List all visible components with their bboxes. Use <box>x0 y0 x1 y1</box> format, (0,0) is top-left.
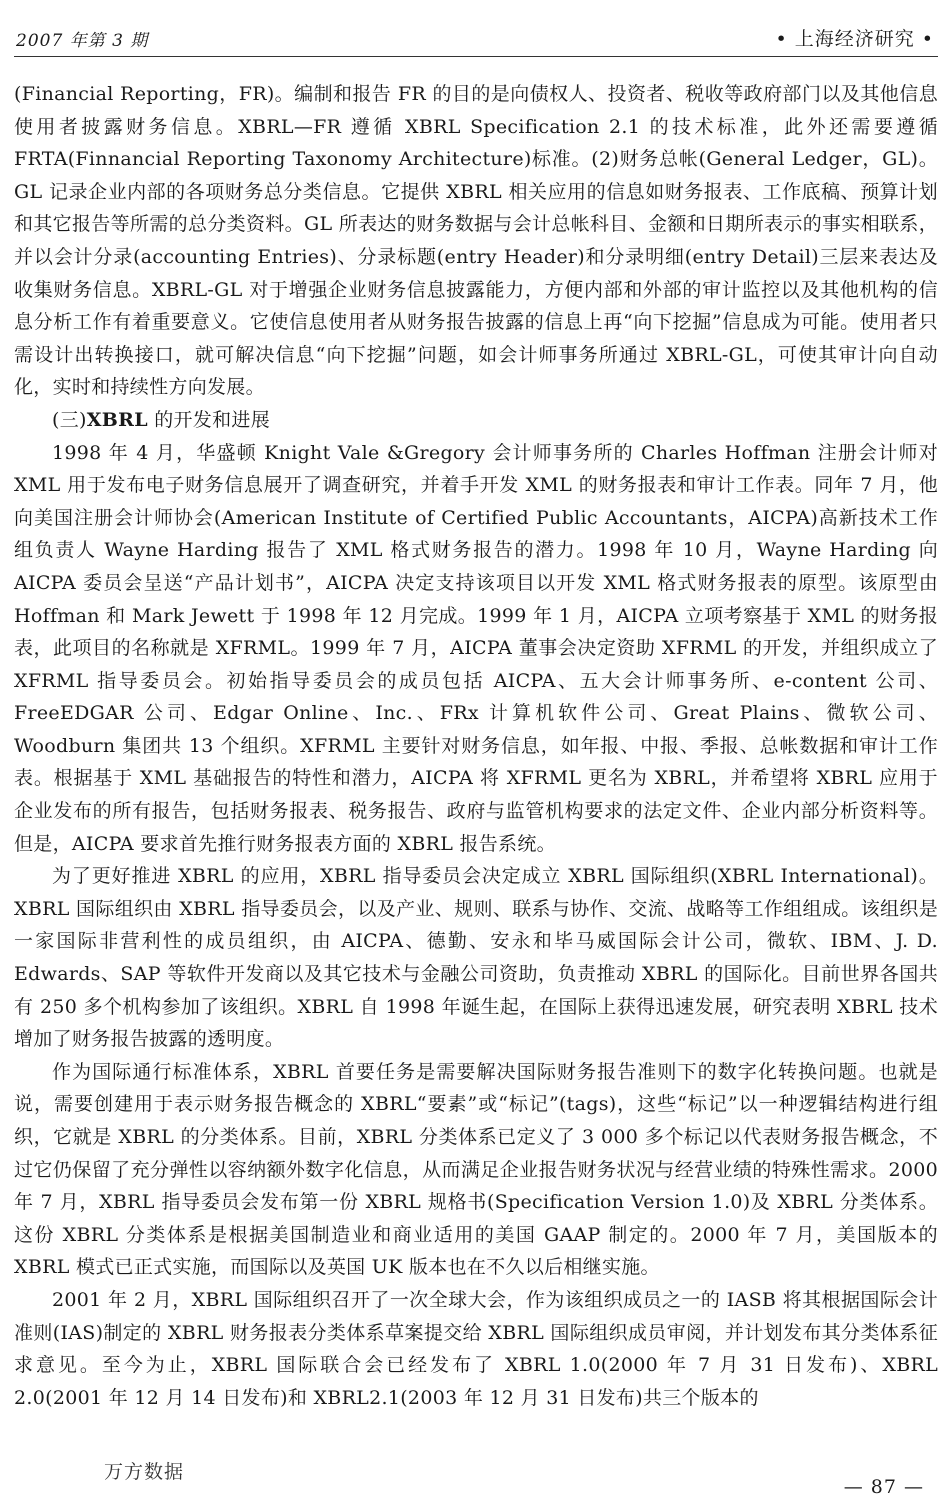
page-number: — 87 — <box>843 1476 924 1498</box>
paragraph-3: 为了更好推进 XBRL 的应用，XBRL 指导委员会决定成立 XBRL 国际组织(XBRL International)。XBRL 国际组织由 XBRL 指导委员会，以及产业、规则、联系与协作、交流、战略等工作组组成。该组织是一家国际非营利性的成员组织，由 AICPA、德勤、安永和毕马威国际会计公司，微软、IBM、J. D. Edwards、SAP 等软件开发商以及其它技术与金融公司资助，负责推动 XBRL 的国际化。目前世界各国共有 250 多个机构参加了该组织。XBRL 自 1998 年诞生起，在国际上获得迅速发展，研究表明 XBRL 技术增加了财务报告披露的透明度。 <box>14 865 938 1051</box>
watermark: 万方数据 <box>104 1461 185 1483</box>
paragraph-5: 2001 年 2 月，XBRL 国际组织召开了一次全球大会，作为该组织成员之一的 IASB 将其根据国际会计准则(IAS)制定的 XBRL 财务报表分类体系草案提交给 XBRL 国际组织成员审阅，并计划发布其分类体系征求意见。至今为止，XBRL 国际联合会已经发布了 XBRL 1.0(2000 年 7 月 31 日发布)、XBRL 2.0(2001 年 12 月 14 日发布)和 XBRL2.1(2003 年 12 月 31 日发布)共三个版本的 <box>14 1288 938 1409</box>
issue-label: 2007 年第 3 期 <box>16 31 149 51</box>
section-heading-text: 的开发和进展 <box>147 408 271 431</box>
article-body <box>14 78 938 1414</box>
paragraph-4: 作为国际通行标准体系，XBRL 首要任务是需要解决国际财务报告准则下的数字化转换问题。也就是说，需要创建用于表示财务报告概念的 XBRL“要素”或“标记”(tags)，这些“标记”以一种逻辑结构进行组织，它就是 XBRL 的分类体系。目前，XBRL 分类体系已定义了 3 000 多个标记以代表财务报告概念，不过它仍保留了充分弹性以容纳额外数字化信息，从而满足企业报告财务状况与经营业绩的特殊性需求。2000 年 7 月，XBRL 指导委员会发布第一份 XBRL 规格书(Specification Version 1.0)及 XBRL 分类体系。这份 XBRL 分类体系是根据美国制造业和商业适用的美国 GAAP 制定的。2000 年 7 月，美国版本的 XBRL 模式已正式实施，而国际以及英国 UK 版本也在不久以后相继实施。 <box>14 1060 938 1279</box>
section-heading-number: (三) <box>52 408 87 431</box>
paragraph-2: 1998 年 4 月，华盛顿 Knight Vale &Gregory 会计师事务所的 Charles Hoffman 注册会计师对 XML 用于发布电子财务信息展开了调查研究，并着手开发 XML 的财务报表和审计工作表。同年 7 月，他向美国注册会计师协会(American Institute of Certified Public Accountants，AICPA)高新技术工作组负责人 Wayne Harding 报告了 XML 格式财务报告的潜力。1998 年 10 月，Wayne Harding 向 AICPA 委员会呈送“产品计划书”，AICPA 决定支持该项目以开发 XML 格式财务报表的原型。该原型由 Hoffman 和 Mark Jewett 于 1998 年 12 月完成。1999 年 1 月，AICPA 立项考察基于 XML 的财务报表，此项目的名称就是 XFRML。1999 年 7 月，AICPA 董事会决定资助 XFRML 的开发，并组织成立了 XFRML 指导委员会。初始指导委员会的成员包括 AICPA、五大会计师事务所、e-content 公司、FreeEDGAR 公司、Edgar Online、Inc.、FRx 计算机软件公司、Great Plains、微软公司、Woodburn 集团共 13 个组织。XFRML 主要针对财务信息，如年报、中报、季报、总帐数据和审计工作表。根据基于 XML 基础报告的特性和潜力，AICPA 将 XFRML 更名为 XBRL，并希望将 XBRL 应用于企业发布的所有报告，包括财务报表、税务报告、政府与监管机构要求的法定文件、企业内部分析资料等。但是，AICPA 要求首先推行财务报表方面的 XBRL 报告系统。 <box>14 441 938 855</box>
section-heading-keyword: XBRL <box>86 408 148 431</box>
journal-title: • 上海经济研究 • <box>775 28 934 50</box>
section-heading <box>14 404 938 437</box>
running-header <box>14 20 938 57</box>
paragraph-1: (Financial Reporting，FR)。编制和报告 FR 的目的是向债权人、投资者、税收等政府部门以及其他信息使用者披露财务信息。XBRL—FR 遵循 XBRL Specification 2.1 的技术标准，此外还需要遵循 FRTA(Finnancial Reporting Taxonomy Architecture)标准。(2)财务总帐(General Ledger，GL)。GL 记录企业内部的各项财务总分类信息。它提供 XBRL 相关应用的信息如财务报表、工作底稿、预算计划和其它报告等所需的总分类资料。GL 所表达的财务数据与会计总帐科目、金额和日期所表示的事实相联系，并以会计分录(accounting Entries)、分录标题(entry Header)和分录明细(entry Detail)三层来表达及收集财务信息。XBRL-GL 对于增强企业财务信息披露能力，方便内部和外部的审计监控以及其他机构的信息分析工作有着重要意义。它使信息使用者从财务报告披露的信息上再“向下挖掘”信息成为可能。使用者只需设计出转换接口，就可解决信息“向下挖掘”问题，如会计师事务所通过 XBRL-GL，可使其审计向自动化，实时和持续性方向发展。 <box>14 83 938 399</box>
